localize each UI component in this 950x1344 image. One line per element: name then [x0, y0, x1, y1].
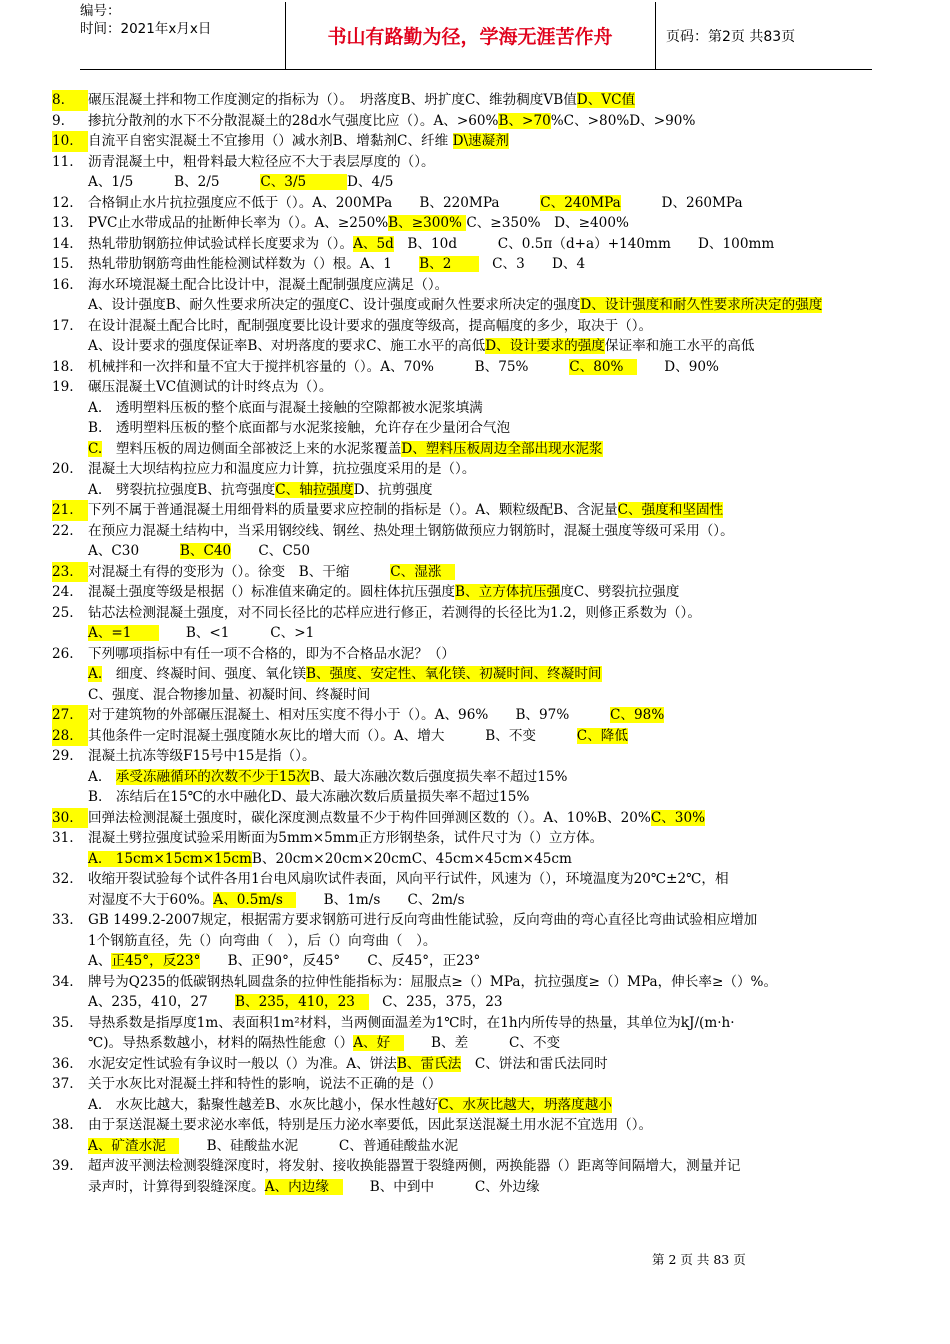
answer-highlight: C、轴拉强度	[275, 481, 354, 498]
answer-highlight: D、设计要求的强度	[485, 338, 605, 354]
question-text: 牌号为Q235的低碳钢热轧圆盘条的拉伸性能指标为：屈服点≥（）MPa，抗拉强度≥（）MPa，伸长率≥（）%。	[88, 973, 778, 990]
question-item	[52, 726, 912, 747]
answer-highlight: A、好	[353, 1035, 404, 1051]
question-item	[52, 152, 912, 173]
question-number: 10.	[52, 131, 88, 152]
question-line	[88, 254, 912, 275]
question-option-line	[52, 787, 912, 808]
question-text: 录声时，计算得到裂缝深度。	[88, 1178, 265, 1195]
question-number: 15.	[52, 256, 74, 272]
question-option-line	[52, 1095, 912, 1116]
question-number: 32.	[52, 871, 74, 887]
answer-highlight: B、强度、安定性、氧化镁、初凝时间、终凝时间	[306, 666, 602, 682]
question-line	[88, 562, 912, 583]
question-text: B、硅酸盐水泥 C、普通硅酸盐水泥	[179, 1137, 459, 1154]
question-text: A、设计要求的强度保证率B、对坍落度的要求C、施工水平的高低	[88, 338, 486, 354]
question-line	[88, 316, 912, 337]
question-line	[88, 275, 912, 296]
question-item	[52, 746, 912, 767]
question-option-line	[52, 685, 912, 706]
question-line	[88, 869, 912, 890]
question-text: B. 透明塑料压板的整个底面都与水泥浆接触，允许存在少量闭合气泡	[88, 420, 511, 436]
question-number: 37.	[52, 1076, 74, 1092]
answer-highlight: C、降低	[576, 727, 628, 744]
question-number: 33.	[52, 912, 74, 928]
question-text: 海水环境混凝土配合比设计中，混凝土配制强度应满足（）。	[88, 276, 449, 293]
header-rule	[80, 69, 872, 70]
question-item	[52, 705, 912, 726]
question-item	[52, 910, 912, 931]
question-number: 16.	[52, 276, 74, 293]
question-text: 混凝土大坝结构拉应力和温度应力计算，抗拉强度采用的是（）。	[88, 461, 476, 477]
question-text: 掺抗分散剂的水下不分散混凝土的28d水气强度比应（）。A、>60%	[88, 112, 499, 129]
question-line	[88, 1013, 912, 1034]
question-text: C、235，375，23	[368, 994, 503, 1010]
question-line	[88, 603, 912, 624]
header-page-info: 页码：第2页 共83页	[666, 29, 796, 45]
question-options-wrapped	[52, 336, 912, 357]
question-text: PVC止水带成品的扯断伸长率为（）。A、≥250%	[88, 215, 389, 231]
question-text: B、差 C、不变	[403, 1035, 561, 1051]
question-text: B、1m/s C、2m/s	[296, 891, 465, 908]
page-header	[80, 2, 872, 70]
answer-highlight: D、VC值	[576, 92, 636, 108]
answer-highlight: C、30%	[650, 809, 706, 826]
question-line	[88, 152, 912, 173]
question-text: 超声波平测法检测裂缝深度时，将发射、接收换能器置于裂缝两侧，两换能器（）距离等间隔增大，测量并记	[88, 1158, 741, 1174]
question-text: 机械拌和一次拌和量不宜大于搅拌机容量的（）。A、70% B、75%	[88, 358, 570, 375]
question-option-line	[52, 951, 912, 972]
question-line	[88, 705, 912, 726]
question-line	[88, 582, 912, 603]
question-text: C、C50	[231, 543, 311, 559]
question-text: D、260MPa	[620, 194, 743, 211]
answer-highlight: A、矿渣水泥	[88, 1137, 180, 1154]
question-item	[52, 1074, 912, 1095]
question-text: 对湿度不大于60%。	[88, 891, 214, 908]
question-number: 27.	[52, 705, 88, 726]
question-item	[52, 582, 912, 603]
question-text: 沥青混凝土中，粗骨料最大粒径应不大于表层厚度的（）。	[88, 153, 435, 170]
answer-highlight: B、2	[419, 256, 479, 272]
question-item	[52, 972, 912, 993]
question-text: 度C、劈裂抗拉强度	[560, 584, 680, 600]
question-item	[52, 1054, 912, 1075]
question-option-line	[52, 1136, 912, 1157]
answer-highlight: D\速凝剂	[452, 133, 509, 149]
header-divider-right	[655, 2, 656, 70]
question-item	[52, 869, 912, 890]
answer-highlight: C、80%	[569, 358, 638, 375]
answer-highlight: C、240MPa	[540, 194, 621, 211]
question-option-line	[52, 418, 912, 439]
question-number: 17.	[52, 317, 74, 334]
question-text: 钻芯法检测混凝土强度，对不同长径比的芯样应进行修正，若测得的长径比为1.2，则修正系数为（）。	[88, 604, 701, 621]
question-text: D、4/5	[346, 174, 394, 190]
question-option-line	[52, 398, 912, 419]
answer-highlight: D、塑料压板周边全部出现水泥浆	[401, 440, 603, 457]
answer-highlight: C、98%	[610, 707, 665, 723]
answer-highlight: 承受冻融循环的次数不少于15次	[115, 768, 310, 785]
question-text: 对混凝土有得的变形为（）。徐变 B、干缩	[88, 563, 391, 580]
question-text: 水泥安定性试验有争议时一般以（）为准。A、饼法	[88, 1055, 397, 1072]
question-number: 14.	[52, 235, 74, 252]
question-item	[52, 357, 912, 378]
question-item	[52, 603, 912, 624]
question-line	[88, 910, 912, 931]
time-label: 时间：2021年x月x日	[80, 21, 212, 37]
question-item	[52, 213, 912, 234]
answer-highlight: C、强度和坚固性	[617, 502, 724, 518]
answer-highlight: D、设计强度和耐久性要求所决定的强度	[580, 297, 823, 313]
question-item	[52, 521, 912, 542]
question-text: 混凝土抗冻等级F15号中15是指（）。	[88, 748, 316, 764]
question-options-wrapped	[52, 295, 912, 316]
answer-highlight: C、3/5	[260, 174, 347, 190]
question-text: 热轧带肋钢筋弯曲性能检测试样数为（）根。A、1	[88, 256, 420, 272]
question-line	[88, 828, 912, 849]
question-number: 28.	[52, 726, 88, 747]
question-text: C、≥350% D、≥400%	[466, 215, 629, 231]
question-number: 25.	[52, 604, 74, 621]
question-option-line	[52, 664, 912, 685]
question-text: B、最大冻融次数后强度损失率不超过15%	[309, 768, 568, 785]
question-number: 29.	[52, 748, 74, 764]
question-text: C、饼法和雷氏法同时	[461, 1055, 608, 1072]
question-list	[52, 90, 912, 1197]
question-text: 收缩开裂试验每个试件各用1台电风扇吹试件表面，风向平行试件，风速为（），环境温度为20℃±2℃，相	[88, 871, 729, 887]
question-item	[52, 90, 912, 111]
answer-highlight: A. 15cm×15cm×15cm	[88, 850, 252, 867]
question-item	[52, 500, 912, 521]
question-option-line	[52, 931, 912, 952]
question-number: 21.	[52, 500, 88, 521]
question-text: A.	[88, 768, 116, 785]
question-item	[52, 275, 912, 296]
question-text: B、<1 C、>1	[158, 625, 315, 641]
answer-highlight: B、>70	[498, 112, 551, 129]
question-option-line	[52, 767, 912, 788]
question-line	[88, 357, 912, 378]
question-text: B、10d C、0.5π（d+a）+140mm D、100mm	[393, 235, 775, 252]
question-line	[88, 459, 912, 480]
question-line	[88, 111, 912, 132]
question-line	[88, 1074, 912, 1095]
question-item	[52, 131, 912, 152]
question-option-line	[52, 172, 912, 193]
question-option-line	[52, 849, 912, 870]
answer-highlight: B、雷氏法	[396, 1055, 462, 1072]
question-item	[52, 644, 912, 665]
question-number: 38.	[52, 1117, 74, 1133]
question-text: C、强度、混合物掺加量、初凝时间、终凝时间	[88, 686, 371, 703]
answer-highlight: A、内边缘	[264, 1178, 343, 1195]
question-text: A、设计强度B、耐久性要求所决定的强度C、设计强度或耐久性要求所决定的强度	[88, 297, 581, 313]
question-number: 39.	[52, 1158, 74, 1174]
question-number: 12.	[52, 194, 74, 211]
question-line	[88, 213, 912, 234]
question-item	[52, 562, 912, 583]
question-text: B. 冻结后在15℃的水中融化D、最大冻融次数后质量损失率不超过15%	[88, 789, 530, 805]
answer-highlight: A、5d	[353, 235, 394, 252]
question-text: A、1/5 B、2/5	[88, 174, 261, 190]
question-text: 其他条件一定时混凝土强度随水灰比的增大而（）。A、增大 B、不变	[88, 727, 577, 744]
question-line	[88, 193, 912, 214]
question-line	[88, 746, 912, 767]
question-text: 在预应力混凝土结构中，当采用钢绞线、钢丝、热处理土钢筋做预应力钢筋时，混凝土强度等级可采用（）。	[88, 522, 734, 539]
question-item	[52, 193, 912, 214]
question-item	[52, 111, 912, 132]
question-option-line	[52, 1033, 912, 1054]
question-text: 碾压混凝土VC值测试的计时终点为（）。	[88, 379, 333, 395]
answer-highlight: A、=1	[88, 625, 159, 641]
question-option-line	[52, 1177, 912, 1198]
question-line	[88, 500, 912, 521]
question-text: B、20cm×20cm×20cmC、45cm×45cm×45cm	[251, 850, 572, 867]
question-number: 31.	[52, 830, 74, 846]
answer-highlight: A、0.5m/s	[213, 891, 297, 908]
question-option-line	[52, 890, 912, 911]
question-line	[88, 521, 912, 542]
question-number: 24.	[52, 584, 74, 600]
question-line	[88, 131, 912, 152]
question-number: 26.	[52, 645, 74, 662]
question-text: 合格铜止水片抗拉强度应不低于（）。A、200MPa B、220MPa	[88, 194, 541, 211]
answer-highlight: C、水灰比越大，坍落度越小	[438, 1096, 612, 1113]
question-item	[52, 1013, 912, 1034]
question-text: A. 透明塑料压板的整个底面与混凝土接触的空隙都被水泥浆填满	[88, 399, 483, 416]
answer-highlight: C、湿涨	[390, 563, 456, 580]
header-motto: 书山有路勤为径，学海无涯苦作舟	[327, 26, 613, 48]
question-line	[88, 377, 912, 398]
question-text: 关于水灰比对混凝土拌和特性的影响，说法不正确的是（）	[88, 1076, 442, 1092]
question-text: C、3 D、4	[478, 256, 586, 272]
question-number: 35.	[52, 1014, 74, 1031]
question-line	[88, 234, 912, 255]
question-text: %C、>80%D、>90%	[550, 112, 696, 129]
question-text: 混凝土强度等级是根据（）标准值来确定的。圆柱体抗压强度	[88, 584, 456, 600]
question-text: A、	[88, 953, 112, 969]
question-text: 由于泵送混凝土要求泌水率低，特别是压力泌水率要低，因此泵送混凝土用水泥不宜选用（）。	[88, 1117, 653, 1133]
question-text: 热轧带肋钢筋拉伸试验试样长度要求为（）。	[88, 235, 354, 252]
question-item	[52, 828, 912, 849]
question-option-line	[52, 541, 912, 562]
question-number: 23.	[52, 562, 88, 583]
question-line	[88, 1115, 912, 1136]
question-text: B、正90°，反45° C、反45°，正23°	[200, 953, 481, 969]
question-text: D、90%	[637, 358, 719, 375]
question-text: 细度、终凝时间、强度、氧化镁	[102, 666, 307, 682]
question-number: 8.	[52, 90, 88, 111]
code-label: 编号：	[80, 3, 121, 19]
question-text: 在设计混凝土配合比时，配制强度要比设计要求的强度等级高，提高幅度的多少，取决于（）。	[88, 317, 653, 334]
question-text: 下列哪项指标中有任一项不合格的，即为不合格品水泥？（）	[88, 645, 456, 662]
question-line	[88, 1054, 912, 1075]
question-line	[88, 808, 912, 829]
question-item	[52, 1115, 912, 1136]
question-number: 34.	[52, 973, 74, 990]
answer-highlight: B、C40	[179, 543, 232, 559]
answer-highlight: B、立方体抗压强	[455, 584, 561, 600]
question-line	[88, 644, 912, 665]
question-text: 导热系数是指厚度1m、表面积1m²材料，当两侧面温差为1℃时，在1h内所传导的热量，其单位为kJ/(m·h·	[88, 1014, 735, 1031]
question-text: A. 水灰比越大，黏聚性越差B、水灰比越小，保水性越好	[88, 1096, 439, 1113]
question-text: 下列不属于普通混凝土用细骨料的质量要求应控制的指标是（）。A、颗粒级配B、含泥量	[88, 502, 618, 518]
question-line	[88, 1156, 912, 1177]
answer-highlight: B、235，410，23	[234, 994, 369, 1010]
question-item	[52, 459, 912, 480]
question-number: 36.	[52, 1055, 74, 1072]
question-line	[88, 90, 912, 111]
question-text: 塑料压板的周边侧面全部被泛上来的水泥浆覆盖	[102, 440, 402, 457]
answer-highlight: B、≥300%	[388, 215, 467, 231]
question-text: 碾压混凝土拌和物工作度测定的指标为（）。 坍落度B、坍扩度C、维勃稠度VB值	[88, 92, 577, 108]
question-number: 19.	[52, 379, 74, 395]
question-item	[52, 316, 912, 337]
question-text: 自流平自密实混凝土不宜掺用（）减水剂B、增黏剂C、纤维	[88, 133, 453, 149]
question-item	[52, 234, 912, 255]
question-option-line	[52, 992, 912, 1013]
question-line	[88, 726, 912, 747]
question-text: GB 1499.2-2007规定，根据需方要求钢筋可进行反向弯曲性能试验，反向弯曲的弯心直径比弯曲试验相应增加	[88, 912, 758, 928]
answer-highlight: A.	[88, 666, 103, 682]
question-text: ℃)。导热系数越小，材料的隔热性能愈（）	[88, 1035, 354, 1051]
question-option-line	[52, 623, 912, 644]
question-item	[52, 1156, 912, 1177]
question-item	[52, 254, 912, 275]
question-text: A、C30	[88, 543, 180, 559]
question-number: 22.	[52, 522, 74, 539]
question-option-line	[52, 480, 912, 501]
question-text: 保证率和施工水平的高低	[604, 338, 755, 354]
question-number: 13.	[52, 215, 74, 231]
question-item	[52, 808, 912, 829]
question-number: 18.	[52, 358, 74, 375]
question-text: 混凝土劈拉强度试验采用断面为5mm×5mm正方形钢垫条，试件尺寸为（）立方体。	[88, 830, 604, 846]
answer-highlight: C.	[88, 440, 103, 457]
question-item	[52, 377, 912, 398]
question-text: 对于建筑物的外部碾压混凝土、相对压实度不得小于（）。A、96% B、97%	[88, 707, 611, 723]
question-number: 11.	[52, 153, 74, 170]
question-text: 1个钢筋直径，先（）向弯曲（ ），后（）向弯曲（ ）。	[88, 932, 437, 949]
page-footer: 第 2 页 共 83 页	[652, 1252, 746, 1267]
question-number: 20.	[52, 461, 74, 477]
header-meta	[80, 2, 285, 38]
question-line	[88, 972, 912, 993]
question-text: B、中到中 C、外边缘	[342, 1178, 540, 1195]
question-text: D、抗剪强度	[353, 481, 433, 498]
question-text: A、235，410，27	[88, 994, 235, 1010]
answer-highlight: 正45°，反23°	[111, 953, 201, 969]
question-number: 9.	[52, 112, 65, 129]
question-text: 回弹法检测混凝土强度时，碳化深度测点数量不少于构件回弹测区数的（）。A、10%B、20%	[88, 809, 651, 826]
question-text: A. 劈裂抗拉强度B、抗弯强度	[88, 481, 276, 498]
question-number: 30.	[52, 808, 88, 829]
question-option-line	[52, 439, 912, 460]
